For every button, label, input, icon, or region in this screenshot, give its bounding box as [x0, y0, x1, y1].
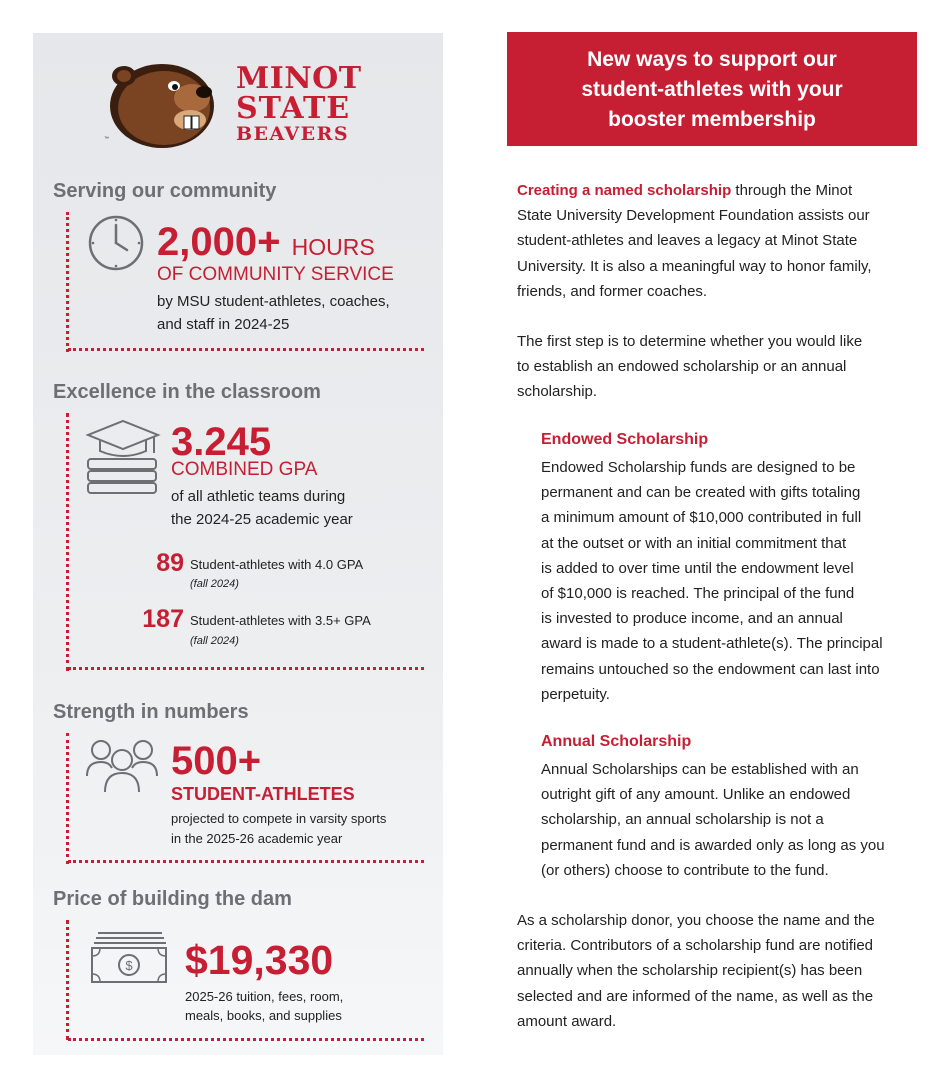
endowed-line: perpetuity.	[541, 685, 610, 703]
numbers-desc-line2: in the 2025-26 academic year	[171, 831, 343, 846]
numbers-subtitle: STUDENT-ATHLETES	[171, 784, 355, 804]
numbers-divider-horizontal	[68, 860, 424, 863]
annual-line: scholarship, an annual scholarship is not a	[541, 811, 824, 829]
community-hours-value	[157, 222, 375, 262]
first-step-line2: to establish an endowed scholarship or an annual	[517, 358, 847, 376]
community-unit: HOURS	[291, 234, 375, 260]
community-number: 2,000+	[157, 220, 281, 264]
graduation-cap-books-icon	[84, 419, 162, 495]
donor-line: selected and are informed of the name, as well as the	[517, 987, 874, 1005]
price-value: $19,330	[185, 937, 334, 983]
community-section-title: Serving our community	[53, 180, 277, 202]
donor-line: As a scholarship donor, you choose the name and the	[517, 912, 875, 929]
stat-4gpa-label: Student-athletes with 4.0 GPA	[190, 557, 364, 572]
classroom-desc-line1: of all athletic teams during	[171, 488, 346, 505]
price-divider-horizontal	[68, 1038, 424, 1041]
endowed-line: of $10,000 is reached. The principal of the fund	[541, 585, 855, 603]
svg-text:$: $	[125, 958, 133, 973]
donor-line: annually when the scholarship recipient(s) has been	[517, 962, 863, 980]
donor-line: amount award.	[517, 1012, 617, 1030]
banner-line1: New ways to support our	[587, 48, 837, 71]
donor-line: criteria. Contributors of a scholarship fund are notified	[517, 937, 874, 955]
price-divider-vertical	[66, 920, 69, 1040]
clock-icon	[86, 213, 146, 273]
endowed-line: remains untouched so the endowment can last into	[541, 660, 880, 678]
community-divider-horizontal	[68, 348, 424, 351]
classroom-section-title: Excellence in the classroom	[53, 381, 321, 403]
logo-line-beavers: BEAVERS	[236, 123, 350, 145]
endowed-line: at the outset or with an initial commitment that	[541, 534, 847, 552]
endowed-line: permanent and can be created with gifts totaling	[541, 484, 861, 502]
first-step-line1: The first step is to determine whether you would like	[517, 333, 863, 350]
annual-paragraph	[541, 757, 921, 883]
price-desc-line1: 2025-26 tuition, fees, room,	[185, 989, 344, 1004]
annual-line: Annual Scholarships can be established with an	[541, 761, 859, 778]
numbers-section-title: Strength in numbers	[53, 701, 249, 723]
endowed-line: Endowed Scholarship funds are designed to be	[541, 459, 856, 476]
intro-line5: friends, and former coaches.	[517, 282, 708, 300]
annual-heading: Annual Scholarship	[541, 733, 692, 750]
price-section-title: Price of building the dam	[53, 888, 292, 910]
community-desc-line1: by MSU student-athletes, coaches,	[157, 293, 390, 310]
annual-line: permanent fund and is awarded only as long as you	[541, 836, 885, 854]
classroom-subtitle: COMBINED GPA	[171, 459, 318, 480]
booster-banner	[507, 32, 917, 146]
numbers-athletes-value: 500+	[171, 739, 262, 783]
people-group-icon	[85, 738, 159, 794]
annual-line: outright gift of any amount. Unlike an endowed	[541, 786, 851, 804]
logo-line-state: STATE	[236, 91, 351, 126]
classroom-divider-horizontal	[68, 667, 424, 670]
classroom-divider-vertical	[66, 413, 69, 671]
donor-paragraph	[517, 908, 917, 1034]
endowed-line: award is made to a student-athlete(s). The principal	[541, 635, 883, 653]
stat-35gpa-number: 187	[142, 605, 184, 633]
price-desc-line2: meals, books, and supplies	[185, 1008, 342, 1023]
first-step-paragraph	[517, 329, 907, 405]
community-subtitle: OF COMMUNITY SERVICE	[157, 264, 394, 285]
intro-highlight: Creating a named scholarship	[517, 182, 732, 199]
stat-35gpa-label: Student-athletes with 3.5+ GPA	[190, 613, 371, 628]
classroom-desc-line2: the 2024-25 academic year	[171, 511, 353, 528]
stat-35gpa-note: (fall 2024)	[190, 635, 239, 647]
intro-paragraph	[517, 178, 907, 304]
stat-4gpa-note: (fall 2024)	[190, 578, 239, 590]
community-divider-vertical	[66, 212, 69, 352]
endowed-heading: Endowed Scholarship	[541, 431, 709, 448]
numbers-divider-vertical	[66, 733, 69, 864]
banner-line3: booster membership	[608, 108, 816, 131]
numbers-desc-line1: projected to compete in varsity sports	[171, 811, 387, 826]
logo-line-minot: MINOT	[236, 61, 362, 96]
endowed-line: is invested to produce income, and an annual	[541, 610, 843, 628]
community-desc-line2: and staff in 2024-25	[157, 316, 290, 333]
stat-4gpa-number: 89	[156, 549, 184, 577]
trademark-symbol: ™	[104, 136, 109, 142]
first-step-line3: scholarship.	[517, 383, 598, 401]
intro-line4: University. It is also a meaningful way to honor family,	[517, 257, 872, 275]
endowed-line: is added to over time until the endowment level	[541, 559, 854, 577]
endowed-line: a minimum amount of $10,000 contributed in full	[541, 509, 862, 527]
intro-line3: student-athletes and leaves a legacy at Minot State	[517, 232, 858, 250]
intro-line2: State University Development Foundation assists our	[517, 207, 870, 225]
endowed-paragraph	[541, 455, 921, 707]
classroom-gpa-value: 3.245	[171, 420, 272, 464]
money-stack-icon	[90, 930, 168, 984]
banner-line2: student-athletes with your	[581, 78, 843, 101]
logo-wordmark	[236, 61, 386, 145]
intro-line1-rest: through the Minot	[731, 182, 853, 199]
annual-line: (or others) choose to contribute to the fund.	[541, 861, 829, 879]
